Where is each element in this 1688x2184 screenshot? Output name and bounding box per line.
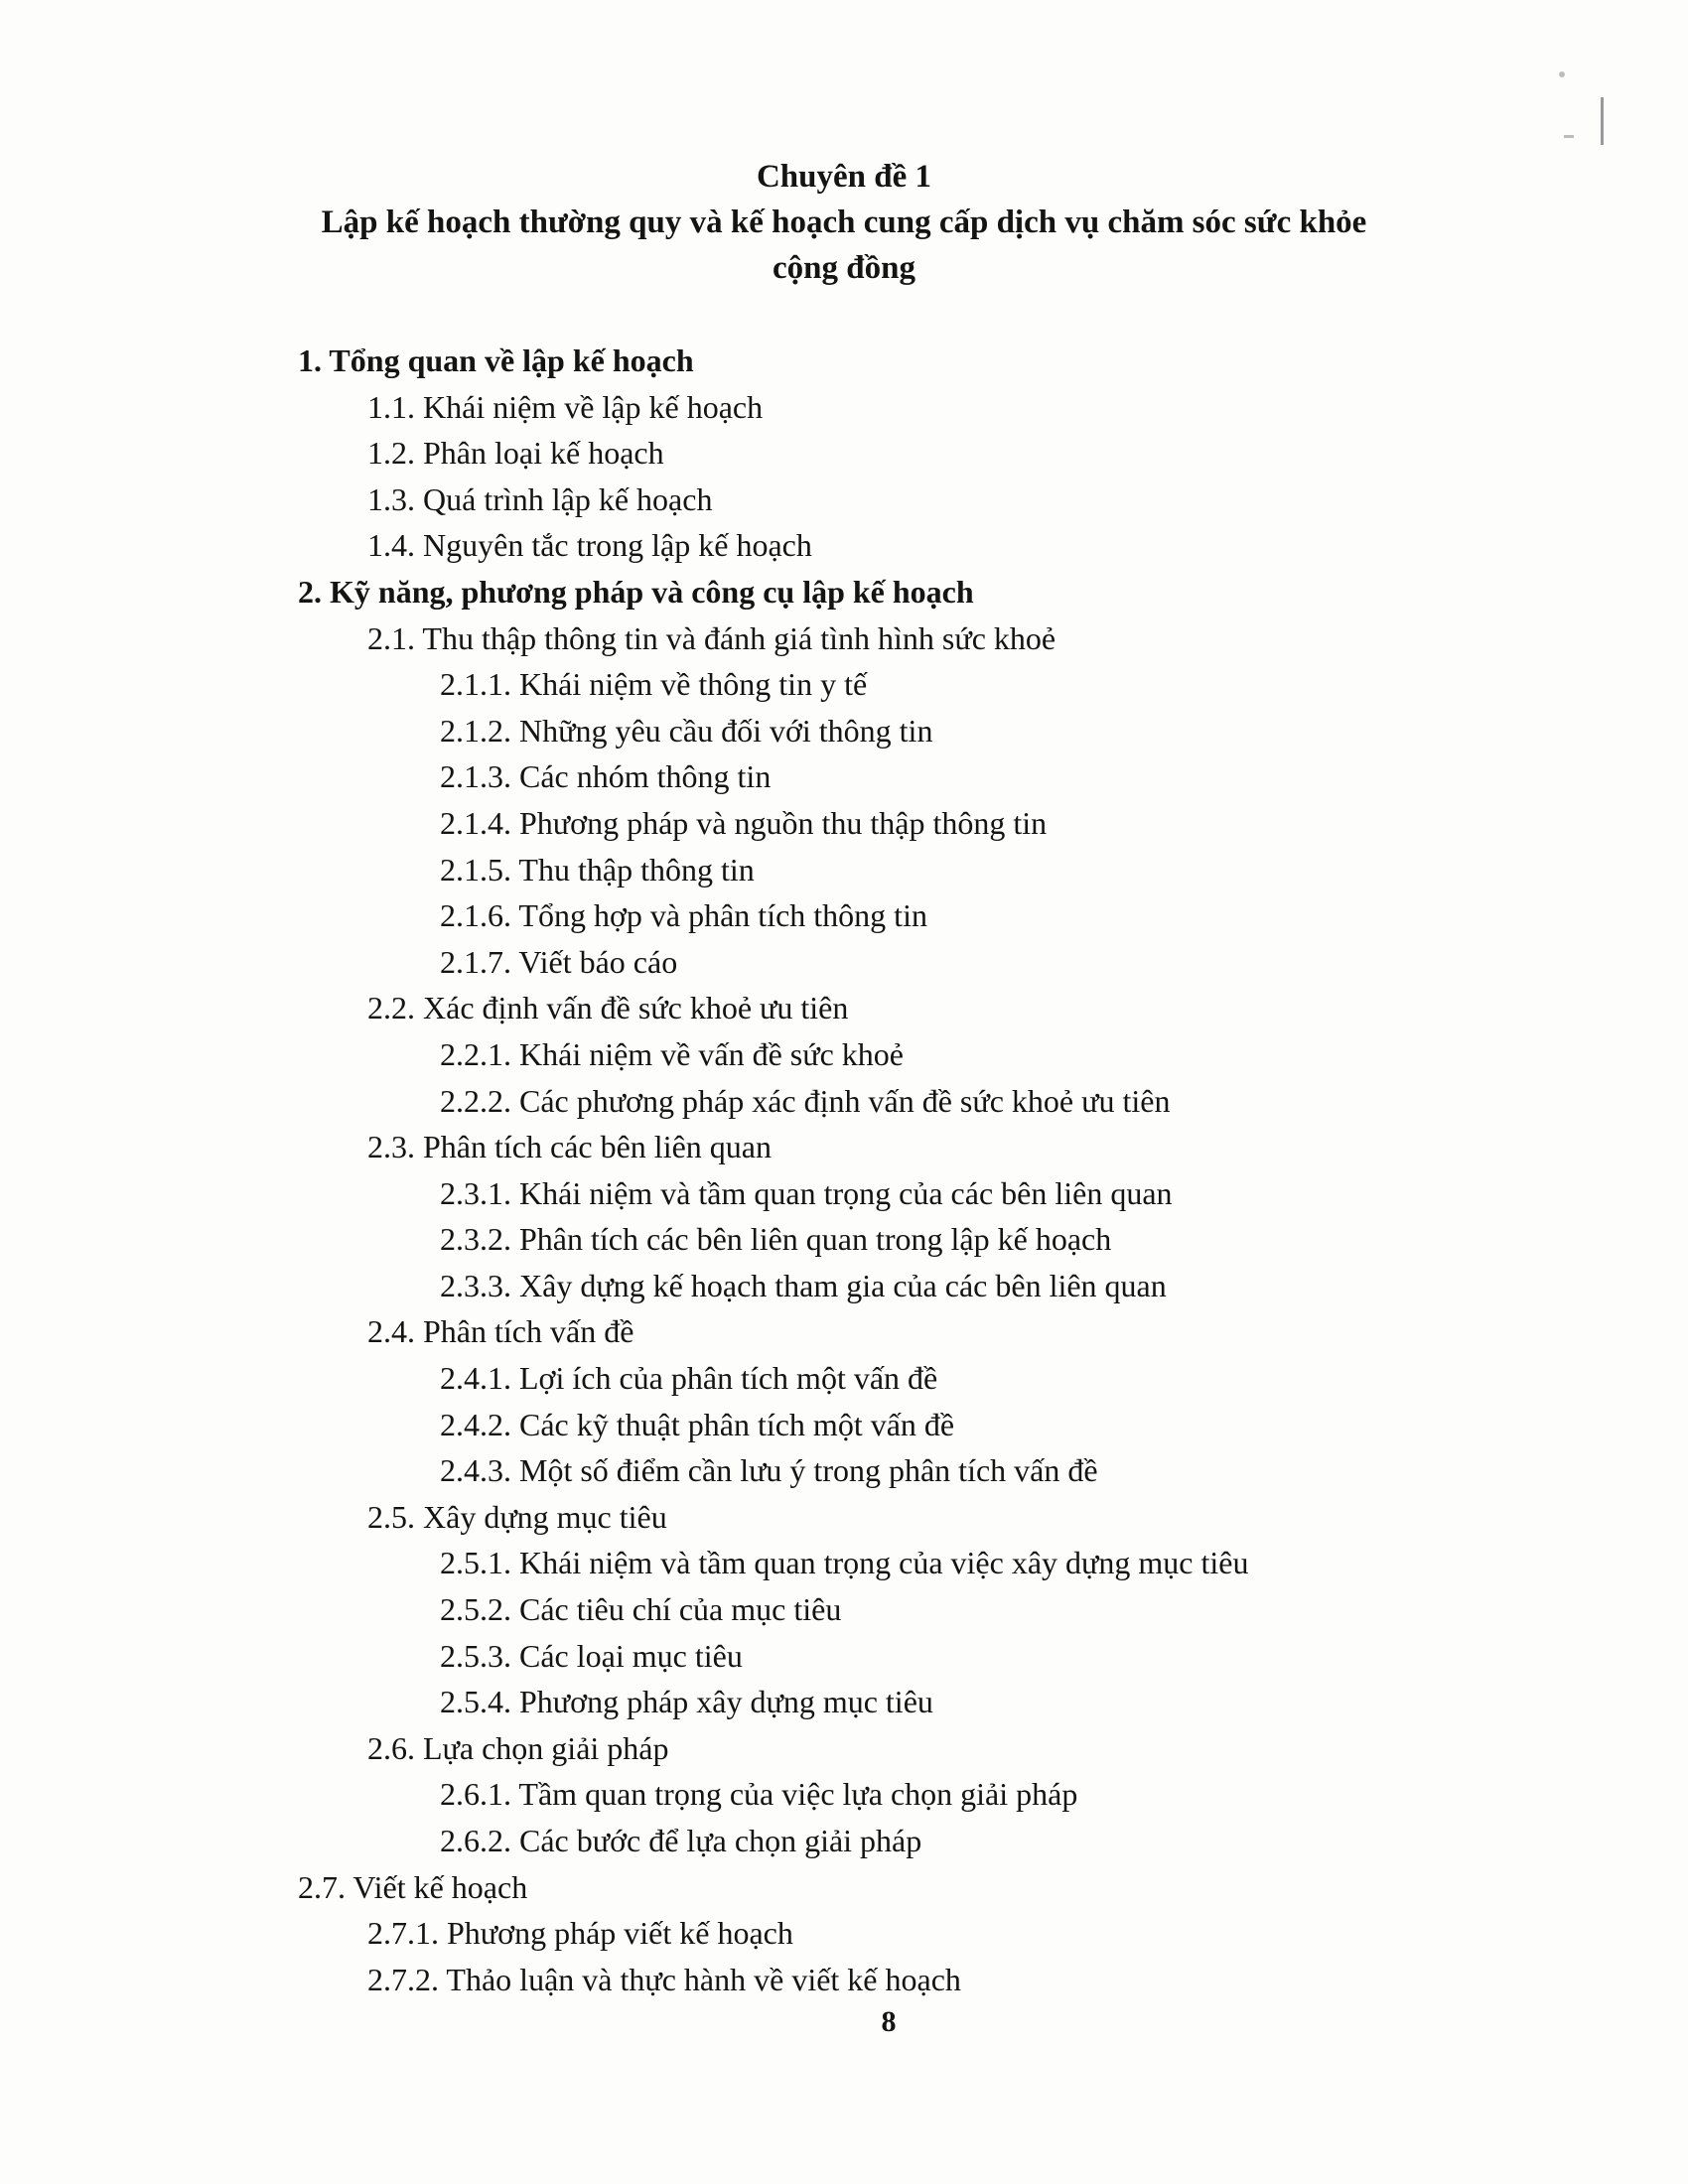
scan-artifact-dot xyxy=(1559,71,1565,77)
toc-entry: 2.4. Phân tích vấn đề xyxy=(367,1313,634,1350)
toc-entry: 2.7.1. Phương pháp viết kế hoạch xyxy=(367,1915,793,1952)
chapter-title-line-2: cộng đồng xyxy=(773,250,915,286)
toc-entry: 2.2.2. Các phương pháp xác định vấn đề sức khoẻ ưu tiên xyxy=(440,1082,1171,1119)
toc-entry: 1. Tổng quan về lập kế hoạch xyxy=(298,342,694,378)
toc-entry: 2.1.4. Phương pháp và nguồn thu thập thông tin xyxy=(440,804,1048,841)
toc-entry: 2.5.3. Các loại mục tiêu xyxy=(440,1637,743,1674)
scan-artifact-dash xyxy=(1564,135,1574,138)
toc-entry: 2.7. Viết kế hoạch xyxy=(298,1868,528,1905)
toc-entry: 1.1. Khái niệm về lập kế hoạch xyxy=(367,388,764,425)
toc-entry: 2.1.5. Thu thập thông tin xyxy=(440,851,755,887)
toc-entry: 2.7.2. Thảo luận và thực hành về viết kế hoạch xyxy=(367,1961,961,1997)
toc-entry: 2.4.1. Lợi ích của phân tích một vấn đề xyxy=(440,1360,938,1397)
toc-entry: 2.3.2. Phân tích các bên liên quan trong lập kế hoạch xyxy=(440,1221,1112,1258)
toc-entry: 2.5.1. Khái niệm và tầm quan trọng của việc xây dựng mục tiêu xyxy=(440,1545,1249,1581)
toc-entry: 2.5. Xây dựng mục tiêu xyxy=(367,1498,667,1535)
toc-entry: 2.2. Xác định vấn đề sức khoẻ ưu tiên xyxy=(367,990,849,1026)
toc-entry: 2.6.1. Tầm quan trọng của việc lựa chọn giải pháp xyxy=(440,1776,1078,1813)
toc-entry: 2.3. Phân tích các bên liên quan xyxy=(367,1129,772,1165)
toc-entry: 2.3.3. Xây dựng kế hoạch tham gia của các bên liên quan xyxy=(440,1267,1167,1303)
toc-entry: 2.1.7. Viết báo cáo xyxy=(440,943,678,980)
toc-entry: 2.1.3. Các nhóm thông tin xyxy=(440,758,772,795)
page-number: 8 xyxy=(881,2005,897,2038)
table-of-contents xyxy=(298,338,1529,2002)
toc-entry: 2.3.1. Khái niệm và tầm quan trọng của các bên liên quan xyxy=(440,1174,1173,1211)
toc-entry: 2.4.3. Một số điểm cần lưu ý trong phân tích vấn đề xyxy=(440,1452,1098,1489)
toc-entry: 2.1.2. Những yêu cầu đối với thông tin xyxy=(440,712,933,749)
toc-entry: 2.6. Lựa chọn giải pháp xyxy=(367,1729,669,1766)
toc-entry: 2. Kỹ năng, phương pháp và công cụ lập kế hoạch xyxy=(298,573,974,610)
toc-entry: 2.1.1. Khái niệm về thông tin y tế xyxy=(440,666,868,703)
toc-entry: 2.1.6. Tổng hợp và phân tích thông tin xyxy=(440,897,927,934)
chapter-heading: Chuyên đề 1 xyxy=(756,159,932,195)
chapter-title-line-1: Lập kế hoạch thường quy và kế hoạch cung cấp dịch vụ chăm sóc sức khỏe xyxy=(321,205,1367,240)
toc-entry: 2.6.2. Các bước để lựa chọn giải pháp xyxy=(440,1823,922,1858)
toc-entry: 2.2.1. Khái niệm về vấn đề sức khoẻ xyxy=(440,1035,904,1072)
toc-entry: 2.5.4. Phương pháp xây dựng mục tiêu xyxy=(440,1684,933,1720)
chapter-title-block xyxy=(248,154,1440,291)
scan-artifact-mark xyxy=(1601,97,1604,145)
toc-entry: 1.4. Nguyên tắc trong lập kế hoạch xyxy=(367,527,812,564)
toc-entry: 2.5.2. Các tiêu chí của mục tiêu xyxy=(440,1591,842,1628)
toc-entry: 1.2. Phân loại kế hoạch xyxy=(367,435,664,472)
toc-entry: 1.3. Quá trình lập kế hoạch xyxy=(367,480,713,517)
toc-entry: 2.1. Thu thập thông tin và đánh giá tình hình sức khoẻ xyxy=(367,619,1056,656)
toc-entry: 2.4.2. Các kỹ thuật phân tích một vấn đề xyxy=(440,1406,955,1442)
